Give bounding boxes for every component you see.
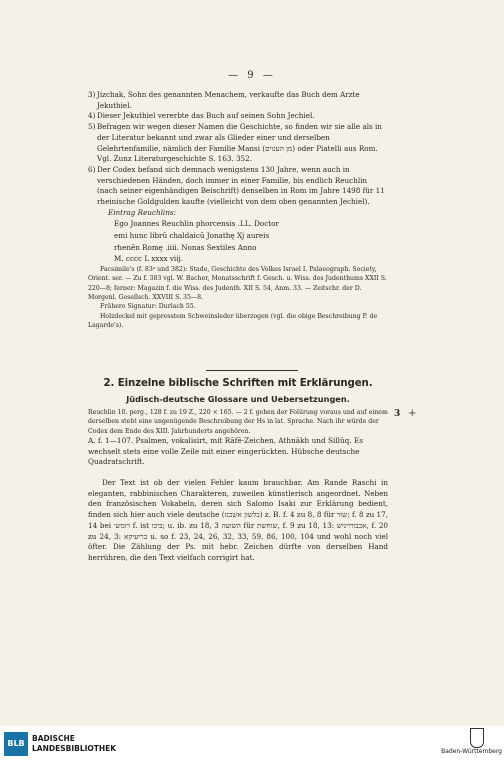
library-name xyxy=(32,734,116,754)
bw-label: Baden-Württemberg xyxy=(441,748,502,755)
notes-block xyxy=(88,90,388,331)
signatur-note: Frühere Signatur: Durlach 55. xyxy=(100,303,196,311)
note-number: 3) xyxy=(88,90,96,99)
margin-mark: 3 xyxy=(394,409,401,419)
crest-icon xyxy=(470,728,484,748)
entry-a: A. f. 1—107. Psalmen, vokalisirt, mit Rāfē-Zeichen, Athnākh und Sillûq. Es wechselt stets eine volle Zeile mit einer eingerückten. Hübsche deutsche Quadratschrift. xyxy=(88,436,364,467)
note-5 xyxy=(88,122,388,165)
blb-logo: BLB xyxy=(4,732,28,756)
note-6 xyxy=(88,165,388,208)
note-3 xyxy=(88,90,388,111)
holzdeckel-note: Holzdeckel mit gepresstem Schweinsleder überzogen (vgl. die obige Beschreibung P. de Lagarde's). xyxy=(88,312,378,330)
note-number: 6) xyxy=(88,164,96,174)
note-number: 5) xyxy=(88,122,96,132)
note-text: Dieser Jekuthiel vererbte das Buch auf seinen Sohn Jechiel. xyxy=(97,111,315,121)
inscription-line: emi hunc librū chaldaicū Jonathę Xj aureis xyxy=(114,231,270,241)
note-number: 4) xyxy=(88,111,96,121)
library-name-line1: BADISCHE xyxy=(32,734,75,743)
note-text: Der Codex befand sich demnach wenigstens 130 Jahre, wenn auch in verschiedenen Händen, doch immer in einer Familie, bis endlich Reuchlin (nach seiner eigenhändigen Beischrift) denselben in Rom im Jahre 1498 für 11 rheinische Goldgulden kaufte (vielleicht von dem oben genannten Jechiel). xyxy=(97,164,385,207)
text-paragraph: Der Text ist ob der vielen Fehler kaum brauchbar. Am Rande Raschi in eleganten, rabbinischen Charakteren, zuweilen künstlerisch angeordnet. Neben den französischen Vokabeln, deren sich Salomo Isaki zur Erklärung bedient, finden sich hier auch viele deutsche (בלשון אשכנז) z. B. f. 4 zu 8, 8 für שור; f. 8 zu 17, 14 bei רומש׳ f. ist ביכו; u. ib. zu 18, 3 השועה für שוחשת, f. 9 zu 18, 13: אכבורויניש, f. 20 zu 24, 3: בריעיקא u. so f. 23, 24, 26, 32, 33, 59, 86, 100, 104 und wohl noch viel öfter. Die Zählung der Ps. mit hebr. Zeichen dürfte von derselben Hand herrühren, die den Text vielfach corrigirt hat. xyxy=(88,478,389,562)
section-divider xyxy=(206,370,298,371)
library-name-line2: LANDESBIBLIOTHEK xyxy=(32,744,117,753)
note-4 xyxy=(88,111,388,122)
footer-bar xyxy=(0,726,504,760)
inscription-line: M. cccc L xxxx viij. xyxy=(114,254,184,264)
eintrag-label: Eintrag Reuchlins: xyxy=(108,207,176,217)
section-subheading: Jüdisch-deutsche Glossare und Uebersetzungen. xyxy=(126,394,350,404)
margin-plus: + xyxy=(408,408,417,419)
section-heading: 2. Einzelne biblische Schriften mit Erklärungen. xyxy=(103,378,373,389)
page-number: — 9 — xyxy=(228,70,276,81)
inscription-line: Ego Joannes Reuchlin phorcensis .LL. Doctor xyxy=(114,219,279,229)
note-text: Befragen wir wegen dieser Namen die Geschichte, so finden wir sie alle als in der Literatur bekannt und zwar als Glieder einer und derselben Gelehrtenfamilie, nämlich der Familie Mansi (מן הענוים) oder Piatelli aus Rom. Vgl. Zunz Literaturgeschichte S. 163. 352. xyxy=(97,122,382,164)
facsimile-note: Facsimile's (f. 83ᵃ und 382): Stade, Geschichte des Volkes Israel I. Palaeograph. Society, Orient. ser. — Zu f. 383 vgl. W. Bacher, Monatsschrift f. Gesch. u. Wiss. des Judenthums XXII S. 220—8; ferner: Magazin f. die Wiss. des Judenth. XII S. 54, Anm. 33. — Zeitschr. der D. Morgenl. Gesellsch. XXVIII S. 35—8. xyxy=(88,265,387,302)
note-text: Jizchak, Sohn des genannten Menachem, verkaufte das Buch dem Arzte Jekuthiel. xyxy=(97,90,360,110)
inscription-line: rhenēn Romę .iiii. Nonas Sextiles Anno xyxy=(114,242,257,252)
reuchlin-10-description: Reuchlin 10. perg., 128 f. zu 19 Z., 220 × 165. — 2 f. gehen der Folürung voraus und auf einem derselben steht eine ungenügende Beschreibung der Hs in lat. Sprache. Nach ihr würde der Codex dem Ende des XIII. Jahrhunderts angehören. xyxy=(88,409,388,435)
